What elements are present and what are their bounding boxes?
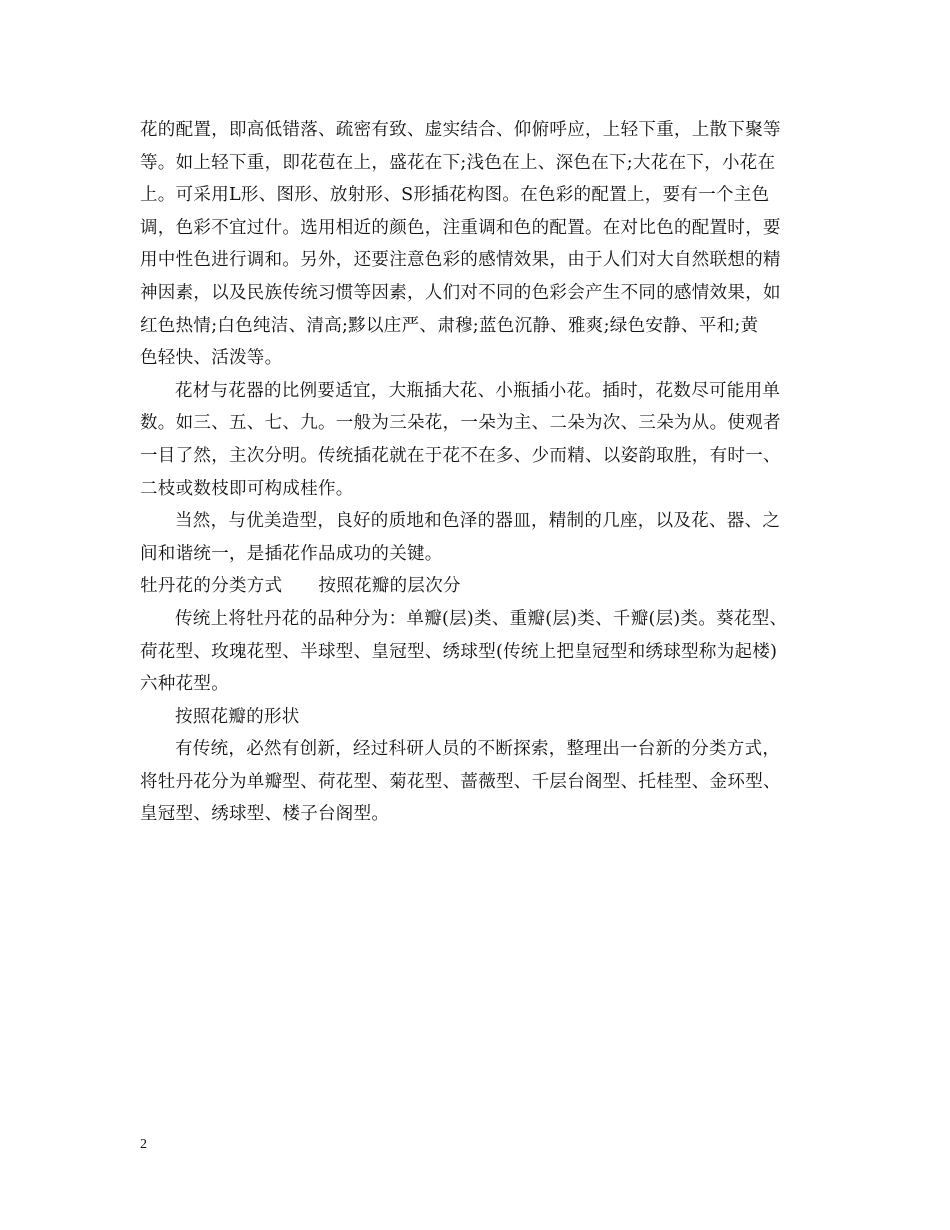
text-line: 花的配置，即高低错落、疏密有致、虚实结合、仰俯呼应，上轻下重，上散下聚等: [140, 120, 781, 140]
text-line: 间和谐统一，是插花作品成功的关键。: [140, 543, 443, 564]
section-heading: [140, 570, 820, 603]
text-line: 将牡丹花分为单瓣型、荷花型、菊花型、蔷薇型、千层台阁型、托桂型、金环型、: [140, 771, 781, 792]
paragraph-first-line: 当然，与优美造型，良好的质地和色泽的器皿，精制的几座，以及花、器、之: [175, 511, 781, 532]
page-number: 2: [140, 1137, 147, 1152]
paragraph-first-line: 有传统，必然有创新，经过科研人员的不断探索，整理出一台新的分类方式，: [175, 739, 781, 760]
text-line: 用中性色进行调和。另外，还要注意色彩的感情效果，由于人们对大自然联想的精: [140, 250, 781, 271]
section-heading-subtitle: 按照花瓣的层次分: [318, 576, 461, 597]
text-line: 二枝或数枝即可构成桂作。: [140, 478, 354, 499]
text-line: 上。可采用L形、图形、放射形、S形插花构图。在色彩的配置上，要有一个主色: [140, 185, 770, 206]
text-line: 等。如上轻下重，即花苞在上，盛花在下;浅色在上、深色在下;大花在下，小花在: [140, 152, 776, 173]
text-line: 六种花型。: [140, 674, 229, 695]
section-heading-title: 牡丹花的分类方式: [140, 576, 283, 597]
text-line: 色轻快、活泼等。: [140, 348, 283, 369]
paragraph-first-line: 传统上将牡丹花的品种分为：单瓣(层)类、重瓣(层)类、千瓣(层)类。葵花型、: [175, 608, 788, 629]
text-line: 皇冠型、绣球型、楼子台阁型。: [140, 804, 390, 825]
text-line: 一目了然，主次分明。传统插花就在于花不在多、少而精、以姿韵取胜，有时一、: [140, 445, 781, 466]
text-line: 荷花型、玫瑰花型、半球型、皇冠型、绣球型(传统上把皇冠型和绣球型称为起楼): [140, 641, 778, 662]
text-line: 数。如三、五、七、九。一般为三朵花，一朵为主、二朵为次、三朵为从。使观者: [140, 413, 781, 434]
text-line: 神因素，以及民族传统习惯等因素，人们对不同的色彩会产生不同的感情效果，如: [140, 282, 781, 303]
document-body: [140, 114, 820, 831]
paragraph-first-line: 花材与花器的比例要适宜，大瓶插大花、小瓶插小花。插时，花数尽可能用单: [175, 380, 781, 401]
text-line: 调，色彩不宜过什。选用相近的颜色，注重调和色的配置。在对比色的配置时，要: [140, 217, 781, 238]
subsection-heading: 按照花瓣的形状: [175, 706, 300, 727]
text-line: 红色热情;白色纯洁、清高;黟以庄严、肃穆;蓝色沉静、雅爽;绿色安静、平和;黄: [140, 315, 759, 336]
